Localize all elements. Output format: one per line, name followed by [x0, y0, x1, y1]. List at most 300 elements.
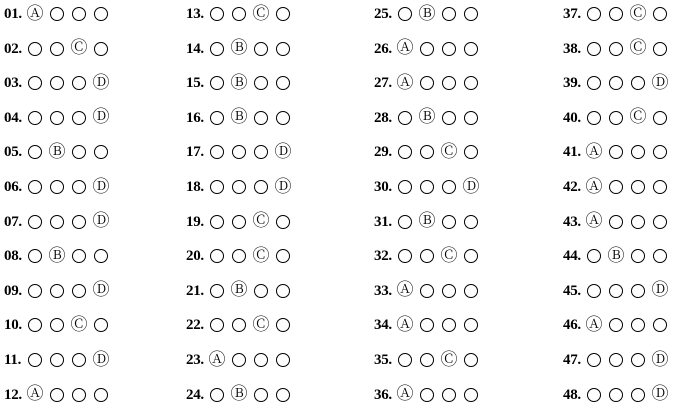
answer-bubbles [587, 107, 667, 128]
empty-answer-bubble [210, 42, 224, 56]
empty-answer-bubble [276, 215, 290, 229]
empty-answer-bubble [464, 353, 478, 367]
question-number: 35. [374, 352, 392, 368]
empty-answer-bubble [398, 353, 412, 367]
answer-row [374, 177, 478, 197]
selected-answer-bubble: Ⓓ [92, 72, 110, 93]
question-number: 34. [374, 317, 392, 334]
answer-bubbles [28, 141, 108, 162]
answer-bubbles [28, 38, 108, 59]
answer-row [374, 142, 478, 162]
answer-bubbles [210, 176, 292, 197]
empty-answer-bubble [464, 388, 478, 402]
answer-bubbles [28, 107, 110, 128]
selected-answer-bubble: Ⓑ [418, 211, 436, 232]
selected-answer-bubble: Ⓓ [651, 349, 669, 370]
empty-answer-bubble [72, 249, 86, 263]
selected-answer-bubble: Ⓐ [585, 176, 603, 197]
selected-answer-bubble: Ⓓ [92, 280, 110, 301]
empty-answer-bubble [276, 111, 290, 125]
answer-bubbles [587, 38, 667, 59]
answer-bubbles [398, 3, 478, 24]
answer-bubbles [396, 280, 478, 301]
empty-answer-bubble [94, 7, 108, 21]
empty-answer-bubble [398, 215, 412, 229]
empty-answer-bubble [464, 76, 478, 90]
question-number: 13. [186, 6, 204, 22]
empty-answer-bubble [587, 42, 601, 56]
selected-answer-bubble: Ⓒ [70, 314, 88, 335]
empty-answer-bubble [420, 353, 434, 367]
answer-row [374, 350, 478, 370]
answer-bubbles [210, 280, 290, 301]
question-number: 30. [374, 179, 392, 195]
answer-row [374, 246, 478, 266]
empty-answer-bubble [50, 180, 64, 194]
selected-answer-bubble: Ⓒ [252, 245, 270, 266]
empty-answer-bubble [442, 7, 456, 21]
empty-answer-bubble [631, 388, 645, 402]
selected-answer-bubble: Ⓑ [607, 245, 625, 266]
empty-answer-bubble [398, 145, 412, 159]
question-number: 16. [186, 109, 204, 126]
question-number: 37. [563, 6, 581, 22]
answer-row [4, 142, 108, 162]
selected-answer-bubble: Ⓐ [396, 38, 414, 59]
selected-answer-bubble: Ⓒ [440, 245, 458, 266]
question-number: 40. [563, 109, 581, 126]
answer-row [563, 212, 667, 232]
empty-answer-bubble [464, 42, 478, 56]
empty-answer-bubble [653, 7, 667, 21]
empty-answer-bubble [609, 318, 623, 332]
empty-answer-bubble [72, 7, 86, 21]
empty-answer-bubble [94, 318, 108, 332]
empty-answer-bubble [653, 42, 667, 56]
empty-answer-bubble [94, 145, 108, 159]
answer-row [374, 4, 478, 24]
empty-answer-bubble [72, 111, 86, 125]
selected-answer-bubble: Ⓒ [252, 314, 270, 335]
question-number: 42. [563, 179, 581, 195]
empty-answer-bubble [50, 353, 64, 367]
answer-bubbles [208, 349, 290, 370]
answer-bubbles [398, 349, 478, 370]
empty-answer-bubble [276, 42, 290, 56]
empty-answer-bubble [72, 353, 86, 367]
question-number: 03. [4, 75, 22, 92]
empty-answer-bubble [420, 318, 434, 332]
answer-bubbles [587, 245, 667, 266]
selected-answer-bubble: Ⓒ [252, 3, 270, 24]
answer-row [4, 385, 108, 405]
question-number: 09. [4, 282, 22, 299]
selected-answer-bubble: Ⓐ [585, 141, 603, 162]
answer-bubbles [26, 3, 108, 24]
answer-bubbles [396, 384, 478, 405]
answer-row [186, 246, 290, 266]
answer-bubbles [28, 176, 110, 197]
empty-answer-bubble [210, 284, 224, 298]
question-number: 10. [4, 317, 22, 334]
question-number: 26. [374, 40, 392, 57]
question-number: 06. [4, 179, 22, 195]
question-number: 18. [186, 179, 204, 195]
empty-answer-bubble [609, 145, 623, 159]
answer-bubbles [587, 280, 669, 301]
question-number: 36. [374, 386, 392, 403]
selected-answer-bubble: Ⓑ [230, 38, 248, 59]
question-number: 01. [4, 6, 22, 22]
selected-answer-bubble: Ⓒ [629, 107, 647, 128]
answer-row [186, 4, 290, 24]
empty-answer-bubble [72, 388, 86, 402]
empty-answer-bubble [50, 76, 64, 90]
empty-answer-bubble [442, 284, 456, 298]
selected-answer-bubble: Ⓑ [48, 245, 66, 266]
answer-row [374, 73, 478, 93]
empty-answer-bubble [50, 388, 64, 402]
answer-bubbles [398, 107, 478, 128]
empty-answer-bubble [631, 284, 645, 298]
question-number: 27. [374, 75, 392, 92]
empty-answer-bubble [398, 7, 412, 21]
selected-answer-bubble: Ⓓ [92, 211, 110, 232]
answer-row [563, 4, 667, 24]
answer-row [563, 281, 667, 301]
answer-bubbles [587, 349, 669, 370]
empty-answer-bubble [398, 180, 412, 194]
empty-answer-bubble [276, 388, 290, 402]
empty-answer-bubble [94, 42, 108, 56]
selected-answer-bubble: Ⓑ [230, 72, 248, 93]
empty-answer-bubble [587, 284, 601, 298]
empty-answer-bubble [464, 145, 478, 159]
empty-answer-bubble [609, 180, 623, 194]
empty-answer-bubble [50, 42, 64, 56]
question-number: 24. [186, 386, 204, 403]
selected-answer-bubble: Ⓑ [230, 280, 248, 301]
empty-answer-bubble [398, 249, 412, 263]
answer-row [563, 350, 667, 370]
answer-bubbles [587, 384, 669, 405]
empty-answer-bubble [72, 76, 86, 90]
selected-answer-bubble: Ⓑ [230, 107, 248, 128]
question-number: 48. [563, 386, 581, 403]
answer-bubbles [396, 314, 478, 335]
answer-row [374, 212, 478, 232]
empty-answer-bubble [254, 76, 268, 90]
empty-answer-bubble [420, 284, 434, 298]
empty-answer-bubble [631, 249, 645, 263]
answer-bubbles [28, 245, 108, 266]
selected-answer-bubble: Ⓐ [26, 3, 44, 24]
empty-answer-bubble [587, 249, 601, 263]
empty-answer-bubble [464, 7, 478, 21]
empty-answer-bubble [609, 353, 623, 367]
answer-row [4, 281, 108, 301]
empty-answer-bubble [210, 145, 224, 159]
selected-answer-bubble: Ⓒ [70, 38, 88, 59]
empty-answer-bubble [276, 353, 290, 367]
answer-bubbles [398, 176, 480, 197]
selected-answer-bubble: Ⓐ [396, 384, 414, 405]
answer-row [4, 39, 108, 59]
answer-row [186, 142, 290, 162]
question-number: 43. [563, 213, 581, 230]
selected-answer-bubble: Ⓓ [651, 72, 669, 93]
empty-answer-bubble [631, 318, 645, 332]
answer-row [563, 385, 667, 405]
empty-answer-bubble [254, 180, 268, 194]
selected-answer-bubble: Ⓐ [585, 314, 603, 335]
empty-answer-bubble [210, 215, 224, 229]
empty-answer-bubble [609, 215, 623, 229]
empty-answer-bubble [609, 111, 623, 125]
empty-answer-bubble [442, 42, 456, 56]
empty-answer-bubble [464, 318, 478, 332]
selected-answer-bubble: Ⓓ [92, 349, 110, 370]
selected-answer-bubble: Ⓑ [48, 141, 66, 162]
empty-answer-bubble [254, 388, 268, 402]
empty-answer-bubble [254, 353, 268, 367]
empty-answer-bubble [276, 249, 290, 263]
answer-row [563, 142, 667, 162]
answer-bubbles [210, 72, 290, 93]
empty-answer-bubble [276, 76, 290, 90]
empty-answer-bubble [464, 215, 478, 229]
empty-answer-bubble [609, 76, 623, 90]
empty-answer-bubble [442, 111, 456, 125]
question-number: 29. [374, 144, 392, 161]
empty-answer-bubble [442, 318, 456, 332]
answer-bubbles [398, 141, 478, 162]
answer-row [563, 39, 667, 59]
empty-answer-bubble [653, 145, 667, 159]
empty-answer-bubble [28, 284, 42, 298]
empty-answer-bubble [210, 111, 224, 125]
selected-answer-bubble: Ⓐ [26, 384, 44, 405]
empty-answer-bubble [232, 353, 246, 367]
empty-answer-bubble [254, 42, 268, 56]
question-number: 08. [4, 248, 22, 265]
empty-answer-bubble [587, 7, 601, 21]
empty-answer-bubble [631, 76, 645, 90]
empty-answer-bubble [232, 180, 246, 194]
answer-row [374, 281, 478, 301]
answer-bubbles [28, 280, 110, 301]
empty-answer-bubble [420, 249, 434, 263]
selected-answer-bubble: Ⓐ [396, 280, 414, 301]
question-number: 39. [563, 75, 581, 92]
answer-bubbles [28, 349, 110, 370]
selected-answer-bubble: Ⓓ [92, 107, 110, 128]
answer-row [4, 212, 108, 232]
selected-answer-bubble: Ⓐ [396, 314, 414, 335]
empty-answer-bubble [653, 180, 667, 194]
empty-answer-bubble [50, 7, 64, 21]
empty-answer-bubble [50, 284, 64, 298]
empty-answer-bubble [210, 249, 224, 263]
question-number: 05. [4, 144, 22, 161]
empty-answer-bubble [210, 7, 224, 21]
empty-answer-bubble [631, 145, 645, 159]
selected-answer-bubble: Ⓐ [585, 211, 603, 232]
empty-answer-bubble [420, 76, 434, 90]
empty-answer-bubble [72, 180, 86, 194]
empty-answer-bubble [210, 318, 224, 332]
answer-row [186, 385, 290, 405]
empty-answer-bubble [28, 353, 42, 367]
question-number: 28. [374, 109, 392, 126]
question-number: 38. [563, 40, 581, 57]
answer-bubbles [587, 3, 667, 24]
question-number: 04. [4, 109, 22, 126]
answer-row [374, 385, 478, 405]
empty-answer-bubble [464, 249, 478, 263]
question-number: 44. [563, 248, 581, 265]
answer-bubbles [585, 141, 667, 162]
empty-answer-bubble [28, 42, 42, 56]
empty-answer-bubble [587, 388, 601, 402]
empty-answer-bubble [464, 111, 478, 125]
answer-row [374, 108, 478, 128]
empty-answer-bubble [631, 215, 645, 229]
empty-answer-bubble [420, 42, 434, 56]
question-number: 11. [4, 352, 22, 368]
empty-answer-bubble [72, 215, 86, 229]
empty-answer-bubble [28, 318, 42, 332]
question-number: 21. [186, 282, 204, 299]
selected-answer-bubble: Ⓒ [440, 141, 458, 162]
empty-answer-bubble [442, 76, 456, 90]
empty-answer-bubble [276, 318, 290, 332]
empty-answer-bubble [28, 145, 42, 159]
answer-bubbles [396, 72, 478, 93]
selected-answer-bubble: Ⓓ [274, 141, 292, 162]
answer-row [563, 315, 667, 335]
answer-row [186, 73, 290, 93]
selected-answer-bubble: Ⓐ [208, 349, 226, 370]
answer-row [563, 246, 667, 266]
answer-row [186, 39, 290, 59]
question-number: 41. [563, 144, 581, 161]
answer-bubbles [28, 211, 110, 232]
answer-bubbles [28, 314, 108, 335]
empty-answer-bubble [254, 111, 268, 125]
empty-answer-bubble [631, 353, 645, 367]
answer-row [186, 177, 290, 197]
question-number: 23. [186, 352, 204, 368]
answer-bubbles [210, 245, 290, 266]
question-number: 19. [186, 213, 204, 230]
question-number: 17. [186, 144, 204, 161]
answer-row [186, 281, 290, 301]
answer-row [563, 177, 667, 197]
question-number: 20. [186, 248, 204, 265]
answer-bubbles [26, 384, 108, 405]
answer-row [186, 350, 290, 370]
question-number: 07. [4, 213, 22, 230]
answer-row [186, 212, 290, 232]
empty-answer-bubble [254, 284, 268, 298]
question-number: 31. [374, 213, 392, 230]
empty-answer-bubble [420, 388, 434, 402]
answer-row [374, 39, 478, 59]
question-number: 22. [186, 317, 204, 334]
answer-bubbles [210, 107, 290, 128]
empty-answer-bubble [398, 111, 412, 125]
selected-answer-bubble: Ⓑ [230, 384, 248, 405]
empty-answer-bubble [232, 7, 246, 21]
empty-answer-bubble [232, 215, 246, 229]
empty-answer-bubble [28, 76, 42, 90]
question-number: 25. [374, 6, 392, 22]
question-number: 32. [374, 248, 392, 265]
question-number: 15. [186, 75, 204, 92]
selected-answer-bubble: Ⓒ [629, 38, 647, 59]
answer-row [563, 108, 667, 128]
selected-answer-bubble: Ⓓ [274, 176, 292, 197]
empty-answer-bubble [442, 388, 456, 402]
empty-answer-bubble [464, 284, 478, 298]
empty-answer-bubble [210, 76, 224, 90]
answer-row [4, 350, 108, 370]
empty-answer-bubble [442, 180, 456, 194]
answer-row [4, 315, 108, 335]
answer-bubbles [585, 211, 667, 232]
answer-row [186, 108, 290, 128]
empty-answer-bubble [28, 249, 42, 263]
empty-answer-bubble [94, 249, 108, 263]
empty-answer-bubble [276, 7, 290, 21]
empty-answer-bubble [609, 7, 623, 21]
empty-answer-bubble [72, 284, 86, 298]
selected-answer-bubble: Ⓒ [252, 211, 270, 232]
empty-answer-bubble [50, 318, 64, 332]
selected-answer-bubble: Ⓓ [462, 176, 480, 197]
empty-answer-bubble [94, 388, 108, 402]
question-number: 45. [563, 282, 581, 299]
empty-answer-bubble [653, 318, 667, 332]
empty-answer-bubble [442, 215, 456, 229]
empty-answer-bubble [609, 284, 623, 298]
empty-answer-bubble [653, 249, 667, 263]
empty-answer-bubble [232, 318, 246, 332]
question-number: 12. [4, 386, 22, 403]
question-number: 14. [186, 40, 204, 57]
empty-answer-bubble [587, 111, 601, 125]
answer-bubbles [210, 3, 290, 24]
empty-answer-bubble [50, 111, 64, 125]
empty-answer-bubble [72, 145, 86, 159]
empty-answer-bubble [587, 353, 601, 367]
answer-row [4, 177, 108, 197]
answer-bubbles [210, 38, 290, 59]
empty-answer-bubble [254, 145, 268, 159]
empty-answer-bubble [232, 249, 246, 263]
empty-answer-bubble [420, 180, 434, 194]
selected-answer-bubble: Ⓒ [440, 349, 458, 370]
empty-answer-bubble [28, 215, 42, 229]
question-number: 47. [563, 352, 581, 368]
empty-answer-bubble [653, 215, 667, 229]
empty-answer-bubble [50, 215, 64, 229]
empty-answer-bubble [631, 180, 645, 194]
answer-bubbles [210, 384, 290, 405]
answer-bubbles [398, 211, 478, 232]
empty-answer-bubble [609, 388, 623, 402]
